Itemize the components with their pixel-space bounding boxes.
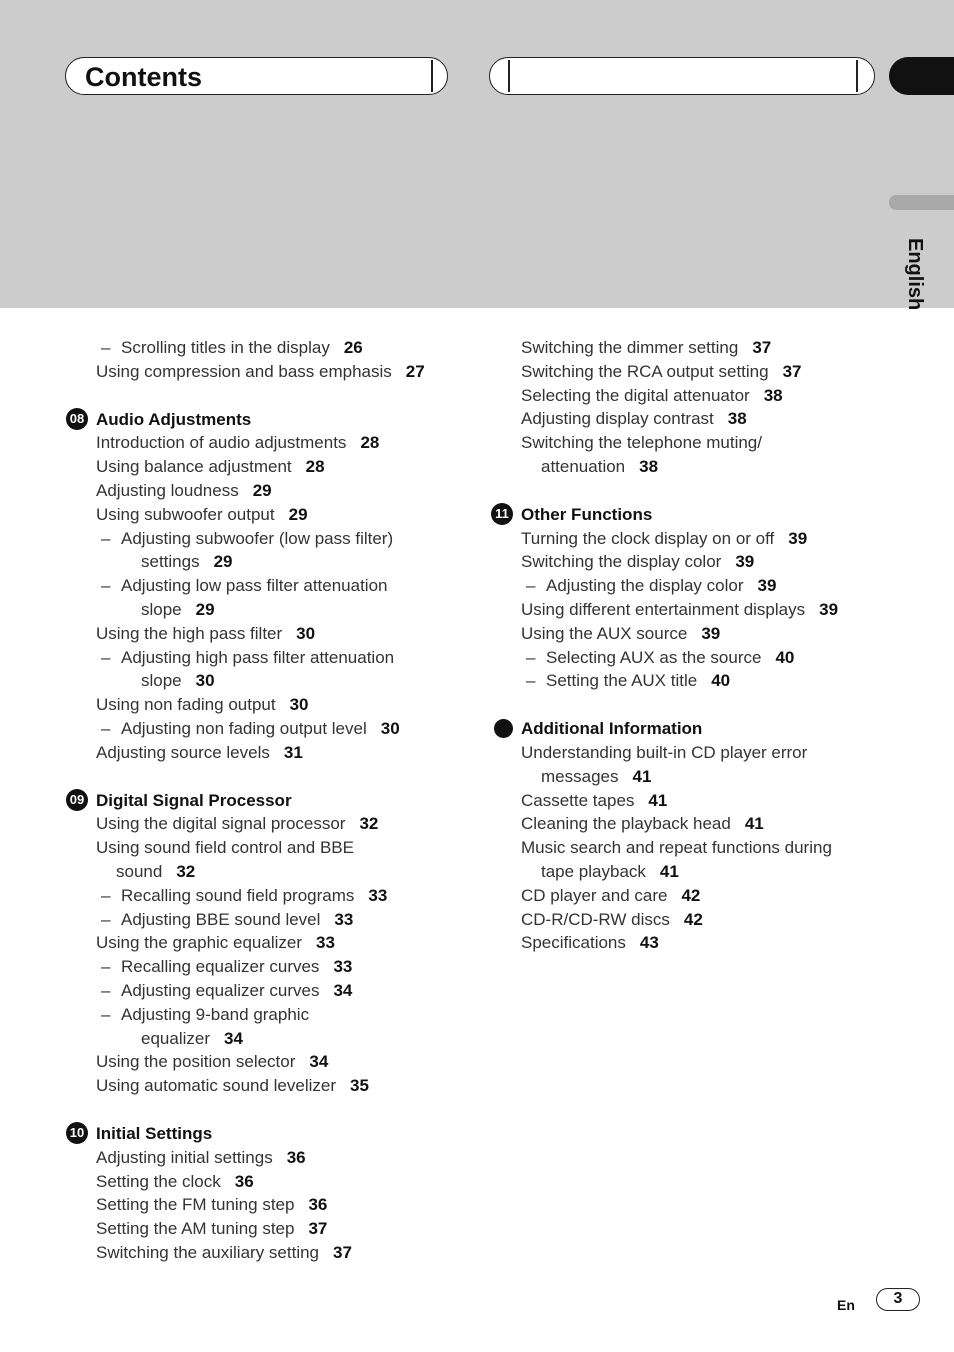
- section-number-badge: 09: [66, 789, 88, 811]
- dash-bullet-icon: –: [101, 1004, 111, 1024]
- entry-page-number: 35: [350, 1076, 369, 1096]
- entry-title: Setting the AUX title: [546, 671, 698, 691]
- entry-title: Setting the clock: [96, 1171, 221, 1191]
- toc-subentry[interactable]: [65, 884, 485, 908]
- toc-subentry[interactable]: [65, 1003, 485, 1027]
- entry-page-number: 34: [309, 1052, 329, 1072]
- entry-title: Using subwoofer output: [96, 504, 275, 524]
- entry-title: sound: [116, 861, 163, 881]
- entry-title: Using automatic sound levelizer: [96, 1076, 337, 1096]
- section-spacer: [490, 479, 910, 503]
- toc-subentry[interactable]: [65, 908, 485, 932]
- entry-page-number: 41: [744, 814, 764, 834]
- entry-title: Using non fading output: [96, 695, 276, 715]
- toc-entry[interactable]: [65, 860, 485, 884]
- contents-title-frame: [65, 57, 448, 95]
- entry-title: CD-R/CD-RW discs: [521, 909, 670, 929]
- toc-entry[interactable]: [490, 431, 910, 455]
- entry-title: CD player and care: [521, 885, 668, 905]
- entry-page-number: 31: [283, 742, 303, 762]
- entry-page-number: 38: [727, 409, 747, 429]
- entry-page-number: 37: [782, 361, 802, 381]
- toc-entry[interactable]: [490, 741, 910, 765]
- entry-page-number: 26: [343, 338, 363, 357]
- entry-page-number: 39: [757, 576, 777, 596]
- toc-subentry[interactable]: [65, 955, 485, 979]
- toc-entry[interactable]: [490, 622, 910, 646]
- section-heading[interactable]: [65, 408, 485, 432]
- entry-page-number: 36: [234, 1171, 254, 1191]
- toc-entry[interactable]: [65, 479, 485, 503]
- entry-page-number: 40: [711, 671, 731, 691]
- section-heading-text: Initial Settings: [96, 1123, 213, 1143]
- entry-page-number: 29: [195, 599, 215, 619]
- toc-subentry[interactable]: [65, 550, 485, 574]
- dash-bullet-icon: –: [526, 647, 536, 667]
- entry-page-number: 42: [681, 885, 701, 905]
- toc-entry[interactable]: [490, 407, 910, 431]
- entry-title: Selecting the digital attenuator: [521, 385, 750, 405]
- toc-entry[interactable]: [65, 836, 485, 860]
- entry-title: Using the high pass filter: [96, 623, 283, 643]
- entry-page-number: 29: [213, 552, 233, 572]
- entry-title: Adjusting loudness: [96, 480, 239, 500]
- entry-page-number: 28: [360, 433, 380, 453]
- toc-entry[interactable]: [490, 527, 910, 551]
- entry-title: Using balance adjustment: [96, 457, 292, 477]
- entry-title: Using the position selector: [96, 1052, 296, 1072]
- entry-page-number: 32: [176, 861, 196, 881]
- entry-page-number: 32: [359, 814, 379, 834]
- toc-entry[interactable]: [65, 455, 485, 479]
- entry-page-number: 39: [788, 528, 808, 548]
- entry-title: Cassette tapes: [521, 790, 635, 810]
- toc-entry[interactable]: [65, 931, 485, 955]
- frame-divider-left: [508, 60, 510, 92]
- toc-entry[interactable]: [490, 884, 910, 908]
- section-heading[interactable]: [490, 717, 910, 741]
- entry-page-number: 34: [224, 1028, 243, 1048]
- entry-title: Understanding built-in CD player error: [521, 742, 808, 762]
- entry-page-number: 40: [775, 647, 795, 667]
- entry-title: equalizer: [141, 1028, 210, 1048]
- entry-title: Adjusting BBE sound level: [121, 909, 321, 929]
- toc-entry[interactable]: [490, 384, 910, 408]
- page-number: 3: [876, 1288, 920, 1311]
- dash-bullet-icon: –: [101, 647, 111, 667]
- toc-entry[interactable]: [65, 622, 485, 646]
- toc-entry[interactable]: [490, 765, 910, 789]
- dash-bullet-icon: –: [101, 909, 111, 929]
- entry-title: Using different entertainment displays: [521, 599, 806, 619]
- toc-entry[interactable]: [65, 360, 485, 384]
- toc-entry[interactable]: [490, 550, 910, 574]
- language-label: English: [904, 238, 926, 311]
- entry-page-number: 29: [252, 480, 272, 500]
- section-heading-text: Additional Information: [521, 719, 703, 739]
- entry-page-number: 28: [305, 457, 325, 477]
- dash-bullet-icon: –: [101, 980, 111, 1000]
- entry-title: Adjusting subwoofer (low pass filter): [121, 528, 394, 548]
- toc-entry[interactable]: [490, 598, 910, 622]
- entry-title: slope: [141, 599, 182, 619]
- toc-entry[interactable]: [65, 1050, 485, 1074]
- toc-left-column: [65, 336, 485, 1265]
- toc-subentry[interactable]: [65, 336, 485, 360]
- toc-entry[interactable]: [490, 360, 910, 384]
- footer-language: En: [837, 1297, 855, 1313]
- entry-title: Adjusting display contrast: [521, 409, 714, 429]
- toc-entry[interactable]: [490, 908, 910, 932]
- section-tab-marker: [889, 57, 954, 95]
- entry-page-number: 33: [368, 885, 388, 905]
- toc-entry[interactable]: [65, 503, 485, 527]
- entry-title: Introduction of audio adjustments: [96, 433, 347, 453]
- entry-page-number: 39: [819, 599, 839, 619]
- entry-title: Scrolling titles in the display: [121, 338, 330, 357]
- entry-title: Using sound field control and BBE: [96, 838, 354, 858]
- entry-page-number: 30: [195, 671, 215, 691]
- entry-title: Adjusting the display color: [546, 576, 744, 596]
- toc-subentry[interactable]: [65, 646, 485, 670]
- entry-page-number: 29: [288, 504, 308, 524]
- toc-entry[interactable]: [490, 812, 910, 836]
- entry-title: settings: [141, 552, 200, 572]
- toc-entry[interactable]: [65, 741, 485, 765]
- section-heading-text: Digital Signal Processor: [96, 790, 292, 810]
- entry-title: Specifications: [521, 933, 626, 953]
- entry-title: Using the digital signal processor: [96, 814, 346, 834]
- entry-title: tape playback: [541, 861, 646, 881]
- entry-title: Cleaning the playback head: [521, 814, 731, 834]
- entry-title: Switching the display color: [521, 552, 722, 572]
- entry-page-number: 42: [683, 909, 703, 929]
- toc-entry[interactable]: [65, 1217, 485, 1241]
- dash-bullet-icon: –: [101, 338, 111, 357]
- toc-subentry[interactable]: [490, 574, 910, 598]
- entry-title: Using the graphic equalizer: [96, 933, 303, 953]
- entry-page-number: 39: [701, 623, 721, 643]
- entry-title: Using the AUX source: [521, 623, 688, 643]
- entry-page-number: 37: [752, 338, 772, 357]
- toc-subentry[interactable]: [65, 598, 485, 622]
- toc-entry[interactable]: [490, 336, 910, 360]
- entry-page-number: 38: [639, 456, 659, 476]
- dash-bullet-icon: –: [101, 718, 111, 738]
- entry-title: Adjusting initial settings: [96, 1147, 273, 1167]
- toc-entry[interactable]: [490, 789, 910, 813]
- toc-subentry[interactable]: [65, 979, 485, 1003]
- toc-subentry[interactable]: [65, 574, 485, 598]
- language-tab-marker: [889, 195, 954, 210]
- entry-title: Adjusting high pass filter attenuation: [121, 647, 395, 667]
- entry-page-number: 27: [405, 361, 425, 381]
- entry-page-number: 33: [334, 909, 354, 929]
- dash-bullet-icon: –: [101, 957, 111, 977]
- toc-entry[interactable]: [490, 836, 910, 860]
- entry-title: Turning the clock display on or off: [521, 528, 775, 548]
- section-spacer: [65, 1098, 485, 1122]
- entry-page-number: 33: [333, 957, 353, 977]
- entry-title: slope: [141, 671, 182, 691]
- section-spacer: [65, 765, 485, 789]
- section-heading-text: Audio Adjustments: [96, 409, 252, 429]
- toc-entry[interactable]: [65, 1241, 485, 1265]
- toc-subentry[interactable]: [65, 1027, 485, 1051]
- dash-bullet-icon: –: [526, 671, 536, 691]
- toc-entry[interactable]: [490, 931, 910, 955]
- toc-entry[interactable]: [65, 1074, 485, 1098]
- entry-page-number: 41: [648, 790, 668, 810]
- section-number-badge: 11: [491, 503, 513, 525]
- section-spacer: [65, 384, 485, 408]
- entry-title: Setting the FM tuning step: [96, 1195, 295, 1215]
- entry-title: Adjusting equalizer curves: [121, 980, 320, 1000]
- page-title: Contents: [85, 62, 202, 92]
- entry-page-number: 41: [632, 766, 652, 786]
- entry-title: Recalling sound field programs: [121, 885, 355, 905]
- toc-entry[interactable]: [65, 1193, 485, 1217]
- entry-title: Using compression and bass emphasis: [96, 361, 392, 381]
- toc-right-column: [490, 336, 910, 955]
- section-heading[interactable]: [65, 789, 485, 813]
- section-number-badge: 08: [66, 408, 88, 430]
- entry-page-number: 36: [308, 1195, 328, 1215]
- frame-divider-right: [856, 60, 858, 92]
- entry-title: Switching the RCA output setting: [521, 361, 769, 381]
- entry-page-number: 30: [380, 718, 400, 738]
- toc-entry[interactable]: [65, 1170, 485, 1194]
- entry-page-number: 43: [639, 933, 659, 953]
- title-divider: [431, 60, 433, 92]
- entry-title: attenuation: [541, 456, 626, 476]
- entry-page-number: 39: [735, 552, 755, 572]
- entry-title: Adjusting 9-band graphic: [121, 1004, 310, 1024]
- toc-subentry[interactable]: [490, 669, 910, 693]
- entry-title: Setting the AM tuning step: [96, 1219, 295, 1239]
- entry-page-number: 36: [286, 1147, 306, 1167]
- entry-page-number: 41: [659, 861, 679, 881]
- section-number-badge: [494, 719, 513, 738]
- toc-entry[interactable]: [65, 812, 485, 836]
- entry-page-number: 30: [296, 623, 316, 643]
- entry-title: Adjusting low pass filter attenuation: [121, 576, 388, 596]
- entry-title: Music search and repeat functions during: [521, 838, 832, 858]
- entry-page-number: 37: [333, 1242, 352, 1262]
- section-heading-text: Other Functions: [521, 504, 653, 524]
- toc-entry[interactable]: [65, 431, 485, 455]
- toc-subentry[interactable]: [65, 717, 485, 741]
- header-empty-frame: [489, 57, 875, 95]
- toc-entry[interactable]: [65, 1146, 485, 1170]
- entry-title: Adjusting source levels: [96, 742, 270, 762]
- toc-entry[interactable]: [490, 455, 910, 479]
- dash-bullet-icon: –: [101, 885, 111, 905]
- dash-bullet-icon: –: [101, 576, 111, 596]
- toc-subentry[interactable]: [490, 646, 910, 670]
- entry-title: Selecting AUX as the source: [546, 647, 762, 667]
- dash-bullet-icon: –: [101, 528, 111, 548]
- header-band: [0, 0, 954, 311]
- entry-page-number: 30: [289, 695, 309, 715]
- entry-page-number: 34: [333, 980, 353, 1000]
- section-spacer: [490, 693, 910, 717]
- entry-title: Switching the telephone muting/: [521, 433, 762, 453]
- entry-title: Switching the auxiliary setting: [96, 1242, 320, 1262]
- section-number-badge: 10: [66, 1122, 88, 1144]
- toc-subentry[interactable]: [65, 669, 485, 693]
- entry-page-number: 38: [763, 385, 783, 405]
- toc-subentry[interactable]: [65, 527, 485, 551]
- entry-title: messages: [541, 766, 619, 786]
- section-heading[interactable]: [65, 1122, 485, 1146]
- entry-page-number: 33: [316, 933, 335, 953]
- entry-title: Recalling equalizer curves: [121, 957, 320, 977]
- dash-bullet-icon: –: [526, 576, 536, 596]
- toc-entry[interactable]: [65, 693, 485, 717]
- section-heading[interactable]: [490, 503, 910, 527]
- entry-title: Adjusting non fading output level: [121, 718, 367, 738]
- toc-entry[interactable]: [490, 860, 910, 884]
- entry-page-number: 37: [308, 1219, 328, 1239]
- entry-title: Switching the dimmer setting: [521, 338, 739, 357]
